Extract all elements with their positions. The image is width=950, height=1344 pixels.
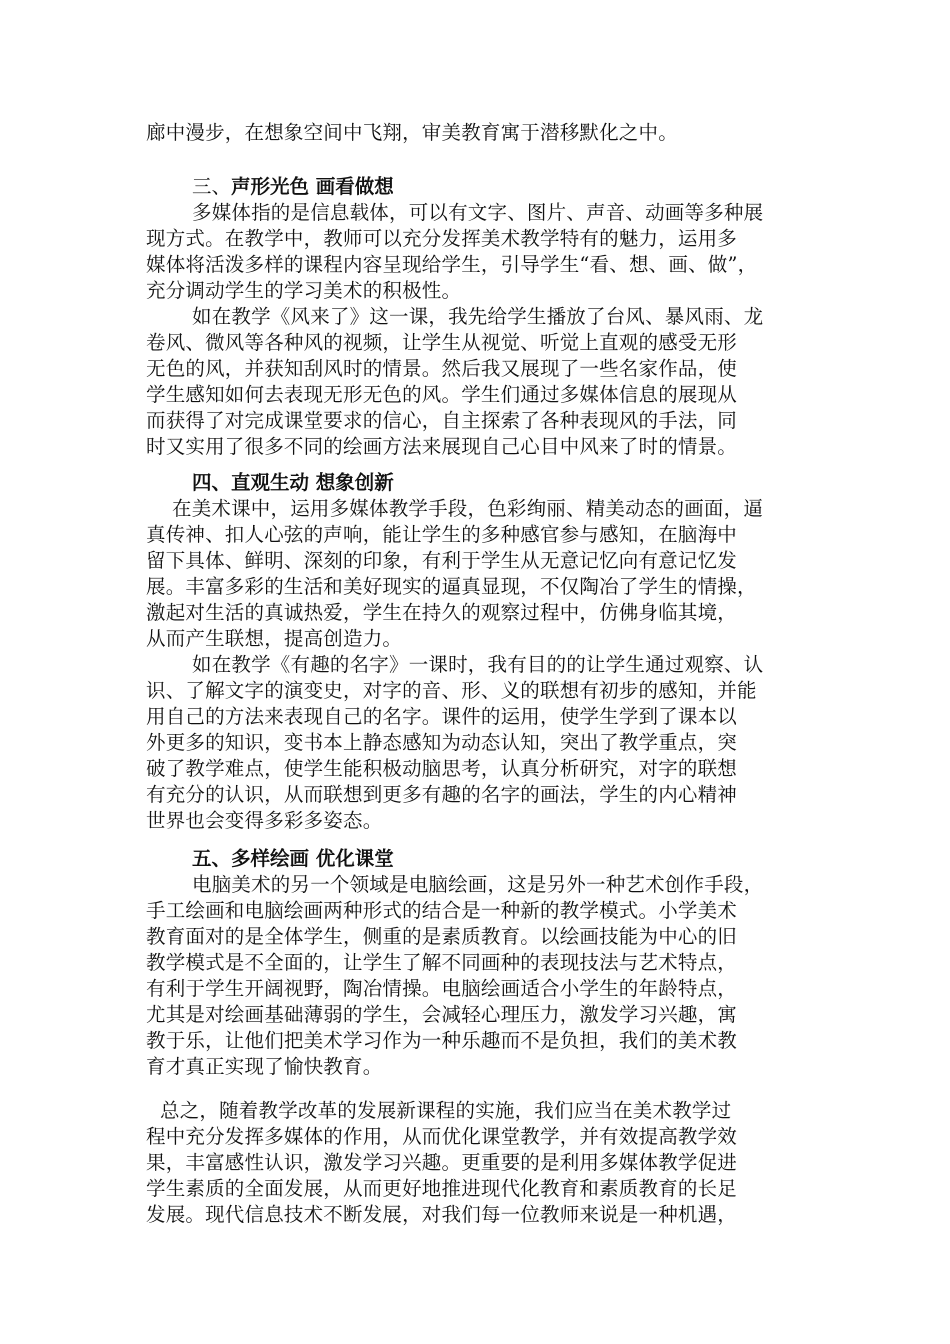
section-3-number: 三、 (192, 175, 232, 198)
text-line: 媒体将活泼多样的课程内容呈现给学生，引导学生“看、想、画、做”， (146, 253, 758, 276)
text-line: 现方式。在教学中，教师可以充分发挥美术教学特有的魅力，运用多 (146, 227, 738, 250)
text-line: 尤其是对绘画基础薄弱的学生，会减轻心理压力，激发学习兴趣，寓 (146, 1003, 738, 1026)
text-line: 教育面对的是全体学生，侧重的是素质教育。以绘画技能为中心的旧 (146, 925, 738, 948)
text-line: 学生素质的全面发展，从而更好地推进现代化教育和素质教育的长足 (146, 1177, 738, 1200)
section-4 (146, 470, 806, 834)
text-line: 激起对生活的真诚热爱，学生在持久的观察过程中，仿佛身临其境， (146, 601, 738, 624)
section-5-heading (146, 846, 806, 872)
text-line: 手工绘画和电脑绘画两种形式的结合是一种新的教学模式。小学美术 (146, 899, 738, 922)
text-line: 有利于学生开阔视野，陶冶情操。电脑绘画适合小学生的年龄特点， (146, 977, 738, 1000)
text-line: 育才真正实现了愉快教育。 (146, 1055, 383, 1078)
text-line: 电脑美术的另一个领域是电脑绘画，这是另外一种艺术创作手段， (192, 873, 764, 896)
text-line: 外更多的知识，变书本上静态感知为动态认知，突出了教学重点，突 (146, 731, 738, 754)
text-line: 在美术课中，运用多媒体教学手段，色彩绚丽、精美动态的画面，逼 (172, 497, 764, 520)
text-line: 如在教学《有趣的名字》一课时，我有目的的让学生通过观察、认 (192, 653, 764, 676)
text-line: 展。丰富多彩的生活和美好现实的逼真显现，不仅陶冶了学生的情操， (146, 575, 757, 598)
text-line: 总之，随着教学改革的发展新课程的实施，我们应当在美术教学过 (160, 1099, 732, 1122)
section-4-number: 四、 (192, 471, 232, 494)
text-line: 卷风、微风等各种风的视频，让学生从视觉、听觉上直观的感受无形 (146, 331, 738, 354)
section-3-heading (146, 174, 806, 200)
section-4-heading (146, 470, 806, 496)
text-line: 用自己的方法来表现自己的名字。课件的运用，使学生学到了课本以 (146, 705, 738, 728)
text-line: 时又实用了很多不同的绘画方法来展现自己心目中风来了时的情景。 (146, 435, 738, 458)
section-5-title: 多样绘画 优化课堂 (231, 847, 394, 870)
text-line: 充分调动学生的学习美术的积极性。 (146, 279, 462, 302)
text-line: 教学模式是不全面的，让学生了解不同画种的表现技法与艺术特点， (146, 951, 738, 974)
text-line: 有充分的认识，从而联想到更多有趣的名字的画法，学生的内心精神 (146, 783, 738, 806)
text-line: 识、了解文字的演变史，对字的音、形、义的联想有初步的感知，并能 (146, 679, 757, 702)
conclusion (146, 1098, 806, 1228)
text-line: 教于乐，让他们把美术学习作为一种乐趣而不是负担，我们的美术教 (146, 1029, 738, 1052)
text-line: 多媒体指的是信息载体，可以有文字、图片、声音、动画等多种展 (192, 201, 764, 224)
text-line: 真传神、扣人心弦的声响，能让学生的多种感官参与感知，在脑海中 (146, 523, 738, 546)
text-line: 从而产生联想，提高创造力。 (146, 627, 403, 650)
section-5 (146, 846, 806, 1080)
text-line: 程中充分发挥多媒体的作用，从而优化课堂教学，并有效提高教学效 (146, 1125, 738, 1148)
section-3-title: 声形光色 画看做想 (231, 175, 394, 198)
text-line: 无色的风，并获知刮风时的情景。然后我又展现了一些名家作品，使 (146, 357, 738, 380)
section-4-title: 直观生动 想象创新 (231, 471, 394, 494)
text-line: 如在教学《风来了》这一课，我先给学生播放了台风、暴风雨、龙 (192, 305, 764, 328)
text-line: 世界也会变得多彩多姿态。 (146, 809, 383, 832)
section-3 (146, 174, 806, 460)
text-line: 发展。现代信息技术不断发展，对我们每一位教师来说是一种机遇， (146, 1203, 738, 1226)
text-line: 破了教学难点，使学生能积极动脑思考，认真分析研究，对字的联想 (146, 757, 738, 780)
section-5-number: 五、 (192, 847, 232, 870)
text-line: 而获得了对完成课堂要求的信心，自主探索了各种表现风的手法，同 (146, 409, 738, 432)
text-line: 果，丰富感性认识，激发学习兴趣。更重要的是利用多媒体教学促进 (146, 1151, 738, 1174)
intro-block (146, 120, 806, 146)
text-line: 廊中漫步，在想象空间中飞翔，审美教育寓于潜移默化之中。 (146, 121, 678, 144)
text-line: 留下具体、鲜明、深刻的印象，有利于学生从无意记忆向有意记忆发 (146, 549, 738, 572)
text-line: 学生感知如何去表现无形无色的风。学生们通过多媒体信息的展现从 (146, 383, 738, 406)
